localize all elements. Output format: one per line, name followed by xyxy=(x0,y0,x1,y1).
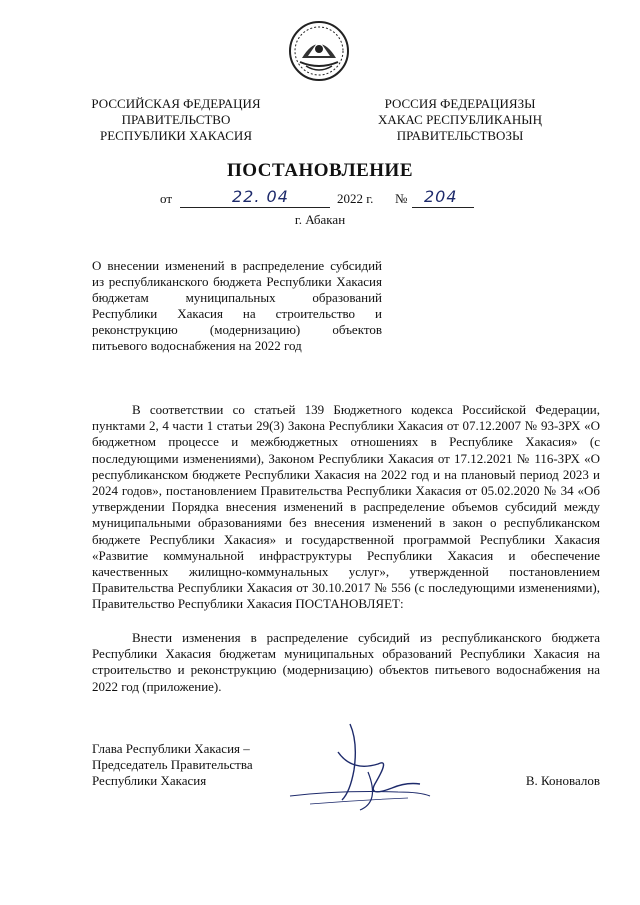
body-paragraph-1: В соответствии со статьей 139 Бюджетного кодекса Российской Федерации, пунктами 2, 4 части 1 статьи 29(3) Закона Республики Хакасия от 07.12.2007 № 93-ЗРХ «О бюджетном процессе и межбюджетных отношениях в Республике Хакасия» (с последующими изменениями), Законом Республики Хакасия от 17.12.2021 № 116-ЗРХ «О республиканском бюджете Республики Хакасия на 2022 год и на плановый период 2023 и 2024 годов», постановлением Правительства Республики Хакасия от 05.02.2020 № 34 «Об утверждении Порядка внесения изменений в распределение объемов субсидий между муниципальными образованиями без внесения изменений в закон о республиканском бюджете Республики Хакасия» и государственной программой Республики Хакасия «Развитие коммунальной инфраструктуры Республики Хакасия и обеспечение качественных жилищно-коммунальных услуг», утвержденной постановлением Правительства Республики Хакасия от 30.10.2017 № 556 (с последующими изменениями), Правительство Республики Хакасия ПОСТАНОВЛЯЕТ: xyxy=(92,402,600,612)
signatory-position xyxy=(92,741,312,789)
header-left-line-3: РЕСПУБЛИКИ ХАКАСИЯ xyxy=(99,128,252,143)
header-right xyxy=(354,96,566,144)
handwritten-signature xyxy=(280,712,440,822)
city-line: г. Абакан xyxy=(294,212,346,227)
document-title: ПОСТАНОВЛЕНИЕ xyxy=(226,160,414,181)
date-handwritten: 22. 04 xyxy=(232,187,289,206)
signatory-position-line-2: Председатель Правительства xyxy=(92,757,253,772)
header-left xyxy=(70,96,282,144)
header-right-line-2: ХАКАС РЕСПУБЛИКАНЫҢ xyxy=(377,112,543,127)
header-left-line-1: РОССИЙСКАЯ ФЕДЕРАЦИЯ xyxy=(91,96,261,111)
date-field xyxy=(180,187,330,208)
number-field xyxy=(412,187,474,208)
date-prefix: от xyxy=(160,191,173,206)
number-prefix: № xyxy=(395,191,408,206)
header-left-line-2: ПРАВИТЕЛЬСТВО xyxy=(121,112,231,127)
signatory-position-line-1: Глава Республики Хакасия – xyxy=(92,741,250,756)
number-handwritten: 204 xyxy=(424,187,458,206)
signatory-position-line-3: Республики Хакасия xyxy=(92,773,207,788)
year-suffix: 2022 г. xyxy=(337,191,374,206)
body-paragraph-2: Внести изменения в распределение субсидий из республиканского бюджета Республики Хакасия бюджетам муниципальных образований Республики Хакасия на строительство и реконструкцию (модернизацию) объектов питьевого водоснабжения на 2022 год (приложение). xyxy=(92,630,600,694)
document-subject: О внесении изменений в распределение субсидий из республиканского бюджета Республики Хакасия бюджетам муниципальных образований Республики Хакасия на строительство и реконструкцию (модернизацию) объектов питьевого водоснабжения на 2022 год xyxy=(92,258,382,353)
signatory-name: В. Коновалов xyxy=(525,773,600,788)
coat-of-arms-icon xyxy=(288,20,350,82)
header-right-line-3: ПРАВИТЕЛЬСТВОЗЫ xyxy=(396,128,524,143)
header-right-line-1: РОССИЯ ФЕДЕРАЦИЯЗЫ xyxy=(384,96,536,111)
